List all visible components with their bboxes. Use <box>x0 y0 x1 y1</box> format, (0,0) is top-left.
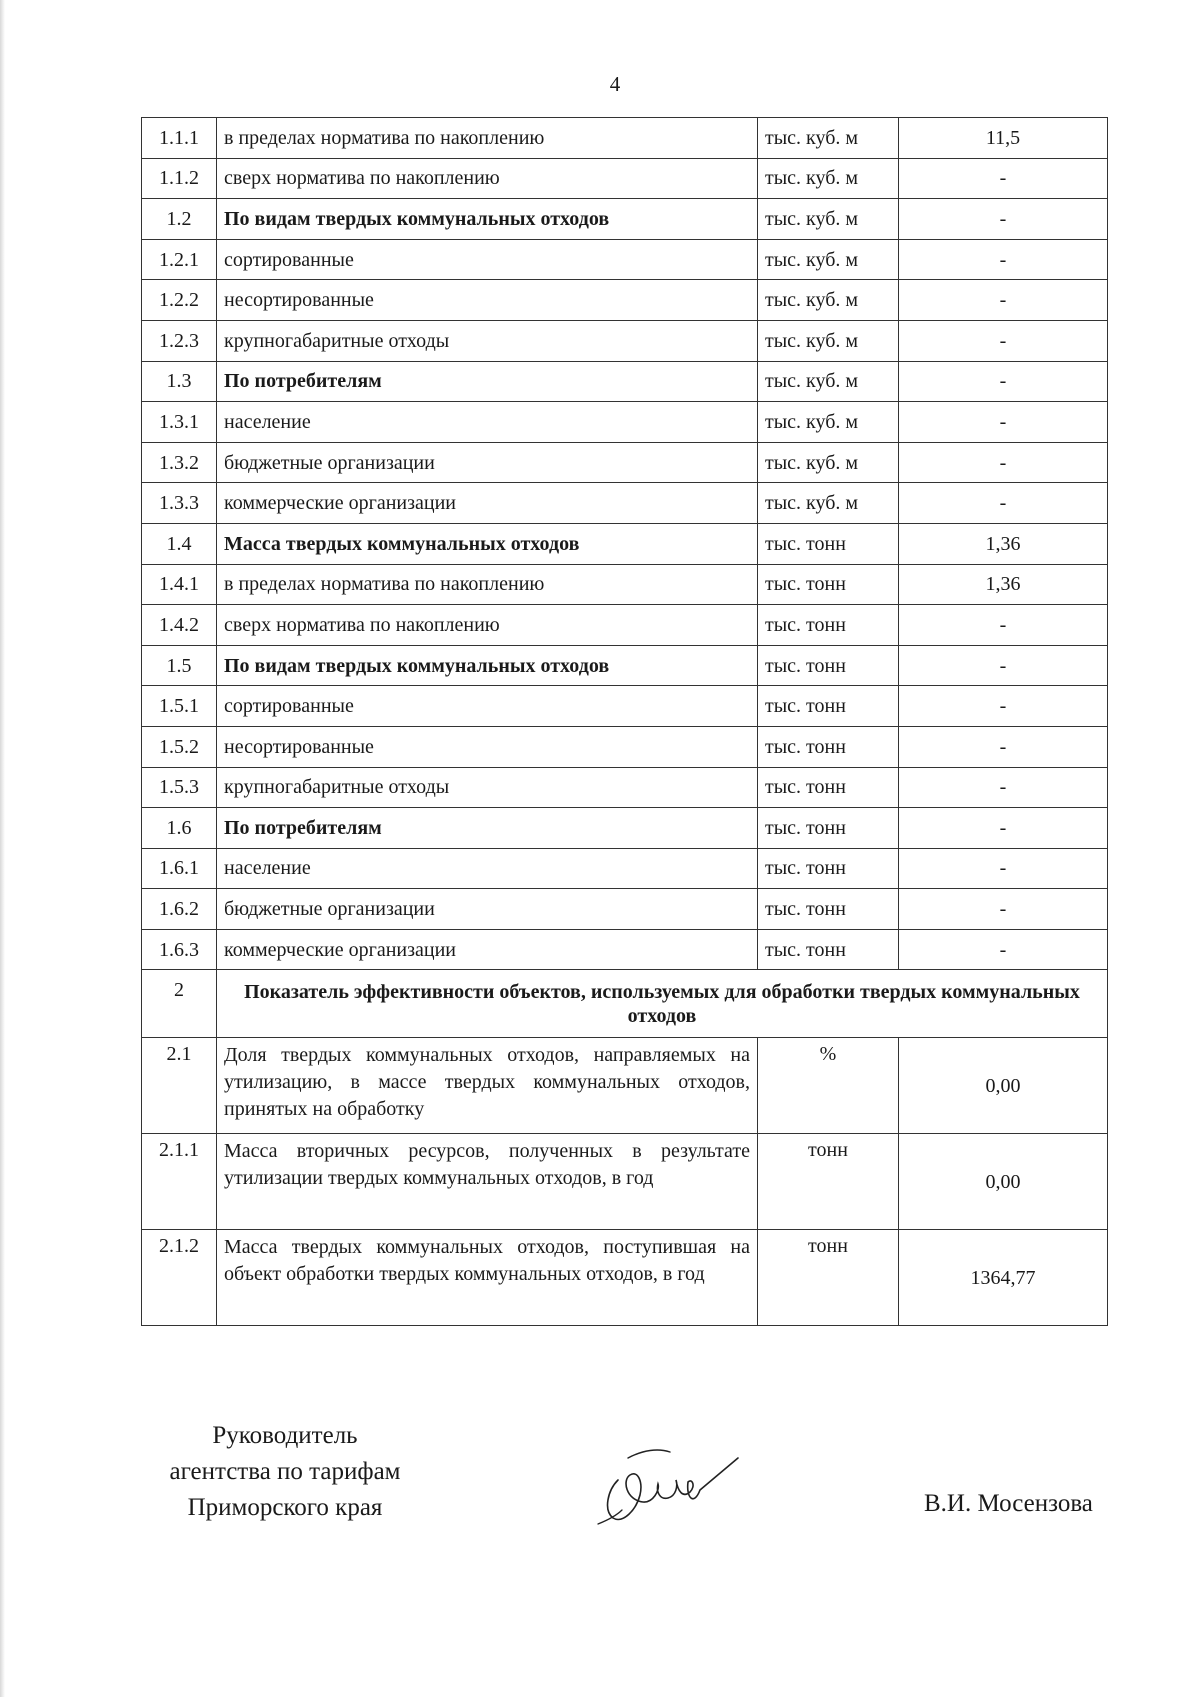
row-value-cell: - <box>899 199 1108 240</box>
row-unit-cell: тыс. куб. м <box>758 402 899 443</box>
row-unit-cell: тыс. тонн <box>758 686 899 727</box>
signatory-title <box>140 1418 430 1526</box>
row-unit-cell: тыс. тонн <box>758 889 899 930</box>
row-number-cell: 1.1.2 <box>142 158 217 199</box>
row-name-cell: крупногабаритные отходы <box>217 767 758 808</box>
row-value-cell: - <box>899 645 1108 686</box>
row-name-cell: сортированные <box>217 686 758 727</box>
row-name-cell: коммерческие организации <box>217 483 758 524</box>
table-row <box>142 889 1108 930</box>
signatory-title-line: Приморского края <box>187 1494 383 1521</box>
row-name-cell: По видам твердых коммунальных отходов <box>217 199 758 240</box>
table-row <box>142 605 1108 646</box>
row-value-cell: - <box>899 280 1108 321</box>
row-value-cell: - <box>899 402 1108 443</box>
section-number-cell: 2 <box>142 970 217 1038</box>
row-unit-cell: тыс. тонн <box>758 767 899 808</box>
row-name-cell: коммерческие организации <box>217 929 758 970</box>
table-row <box>142 118 1108 159</box>
row-value-cell: - <box>899 767 1108 808</box>
row-number-cell: 1.6 <box>142 808 217 849</box>
row-value-cell: 0,00 <box>899 1038 1108 1134</box>
row-number-cell: 1.2 <box>142 199 217 240</box>
table-row <box>142 239 1108 280</box>
table-row <box>142 929 1108 970</box>
row-unit-cell: тыс. куб. м <box>758 199 899 240</box>
handwritten-signature <box>588 1440 748 1530</box>
table-row <box>142 726 1108 767</box>
row-name-cell: бюджетные организации <box>217 889 758 930</box>
row-number-cell: 1.3.2 <box>142 442 217 483</box>
row-number-cell: 1.2.1 <box>142 239 217 280</box>
row-value-cell: - <box>899 442 1108 483</box>
section-header-row <box>142 970 1108 1038</box>
row-unit-cell: % <box>758 1038 899 1134</box>
indicators-table <box>141 117 1108 1326</box>
row-number-cell: 2.1.1 <box>142 1134 217 1230</box>
page-number: 4 <box>609 72 621 96</box>
page-edge-shadow <box>0 0 5 1697</box>
row-value-cell: - <box>899 808 1108 849</box>
table-row <box>142 280 1108 321</box>
row-unit-cell: тыс. куб. м <box>758 320 899 361</box>
table-row <box>142 199 1108 240</box>
row-name-cell: По потребителям <box>217 361 758 402</box>
row-value-cell: - <box>899 726 1108 767</box>
row-name-cell: в пределах норматива по накоплению <box>217 118 758 159</box>
row-number-cell: 1.6.1 <box>142 848 217 889</box>
row-unit-cell: тыс. куб. м <box>758 442 899 483</box>
row-unit-cell: тыс. куб. м <box>758 361 899 402</box>
table-row <box>142 483 1108 524</box>
row-name-cell: население <box>217 848 758 889</box>
row-unit-cell: тыс. тонн <box>758 848 899 889</box>
row-number-cell: 1.5 <box>142 645 217 686</box>
row-name-cell: крупногабаритные отходы <box>217 320 758 361</box>
row-name-cell: несортированные <box>217 726 758 767</box>
table-row <box>142 158 1108 199</box>
section-title-cell: Показатель эффективности объектов, используемых для обработки твердых коммунальных отходов <box>217 970 1108 1038</box>
row-unit-cell: тыс. тонн <box>758 808 899 849</box>
row-number-cell: 1.3 <box>142 361 217 402</box>
row-number-cell: 2.1.2 <box>142 1230 217 1326</box>
row-number-cell: 1.4.2 <box>142 605 217 646</box>
row-number-cell: 1.3.1 <box>142 402 217 443</box>
signatory-title-line: Руководитель <box>212 1422 358 1449</box>
row-number-cell: 1.1.1 <box>142 118 217 159</box>
row-name-cell: Масса вторичных ресурсов, полученных в результате утилизации твердых коммунальных отходов, в год <box>217 1134 758 1230</box>
signatory-name: В.И. Мосензова <box>924 1490 1093 1517</box>
row-number-cell: 1.2.2 <box>142 280 217 321</box>
table-row <box>142 442 1108 483</box>
row-value-cell: 1364,77 <box>899 1230 1108 1326</box>
row-unit-cell: тыс. куб. м <box>758 118 899 159</box>
row-name-cell: в пределах норматива по накоплению <box>217 564 758 605</box>
row-number-cell: 1.3.3 <box>142 483 217 524</box>
row-number-cell: 1.5.1 <box>142 686 217 727</box>
row-name-cell: Доля твердых коммунальных отходов, направляемых на утилизацию, в массе твердых коммунальных отходов, принятых на обработку <box>217 1038 758 1134</box>
table-row <box>142 686 1108 727</box>
row-number-cell: 1.5.2 <box>142 726 217 767</box>
row-value-cell: - <box>899 158 1108 199</box>
row-unit-cell: тыс. тонн <box>758 605 899 646</box>
row-value-cell: - <box>899 320 1108 361</box>
row-number-cell: 2.1 <box>142 1038 217 1134</box>
signatory-title-line: агентства по тарифам <box>169 1458 401 1485</box>
row-name-cell: Масса твердых коммунальных отходов, поступившая на объект обработки твердых коммунальных отходов, в год <box>217 1230 758 1326</box>
row-unit-cell: тыс. тонн <box>758 929 899 970</box>
row-unit-cell: тыс. тонн <box>758 726 899 767</box>
table-row <box>142 402 1108 443</box>
row-number-cell: 1.6.2 <box>142 889 217 930</box>
table-row <box>142 1134 1108 1230</box>
row-value-cell: 1,36 <box>899 564 1108 605</box>
row-value-cell: - <box>899 889 1108 930</box>
row-name-cell: несортированные <box>217 280 758 321</box>
row-number-cell: 1.6.3 <box>142 929 217 970</box>
table-row <box>142 808 1108 849</box>
row-number-cell: 1.4.1 <box>142 564 217 605</box>
row-unit-cell: тыс. куб. м <box>758 483 899 524</box>
table-row <box>142 767 1108 808</box>
row-number-cell: 1.5.3 <box>142 767 217 808</box>
row-unit-cell: тыс. куб. м <box>758 280 899 321</box>
row-name-cell: сверх норматива по накоплению <box>217 158 758 199</box>
row-value-cell: - <box>899 929 1108 970</box>
row-number-cell: 1.4 <box>142 523 217 564</box>
row-value-cell: - <box>899 483 1108 524</box>
table-row <box>142 320 1108 361</box>
table-row <box>142 564 1108 605</box>
row-name-cell: бюджетные организации <box>217 442 758 483</box>
row-name-cell: Масса твердых коммунальных отходов <box>217 523 758 564</box>
row-name-cell: По видам твердых коммунальных отходов <box>217 645 758 686</box>
table-row <box>142 361 1108 402</box>
row-value-cell: 1,36 <box>899 523 1108 564</box>
table-row <box>142 848 1108 889</box>
row-unit-cell: тонн <box>758 1230 899 1326</box>
row-unit-cell: тыс. тонн <box>758 523 899 564</box>
table-row <box>142 645 1108 686</box>
row-number-cell: 1.2.3 <box>142 320 217 361</box>
row-name-cell: население <box>217 402 758 443</box>
row-value-cell: 0,00 <box>899 1134 1108 1230</box>
row-name-cell: По потребителям <box>217 808 758 849</box>
row-unit-cell: тыс. тонн <box>758 645 899 686</box>
row-name-cell: сортированные <box>217 239 758 280</box>
row-unit-cell: тыс. куб. м <box>758 239 899 280</box>
row-unit-cell: тонн <box>758 1134 899 1230</box>
table-row <box>142 1230 1108 1326</box>
row-value-cell: 11,5 <box>899 118 1108 159</box>
row-unit-cell: тыс. куб. м <box>758 158 899 199</box>
row-value-cell: - <box>899 605 1108 646</box>
row-name-cell: сверх норматива по накоплению <box>217 605 758 646</box>
row-value-cell: - <box>899 686 1108 727</box>
row-unit-cell: тыс. тонн <box>758 564 899 605</box>
row-value-cell: - <box>899 361 1108 402</box>
row-value-cell: - <box>899 848 1108 889</box>
table-row <box>142 1038 1108 1134</box>
table-row <box>142 523 1108 564</box>
row-value-cell: - <box>899 239 1108 280</box>
